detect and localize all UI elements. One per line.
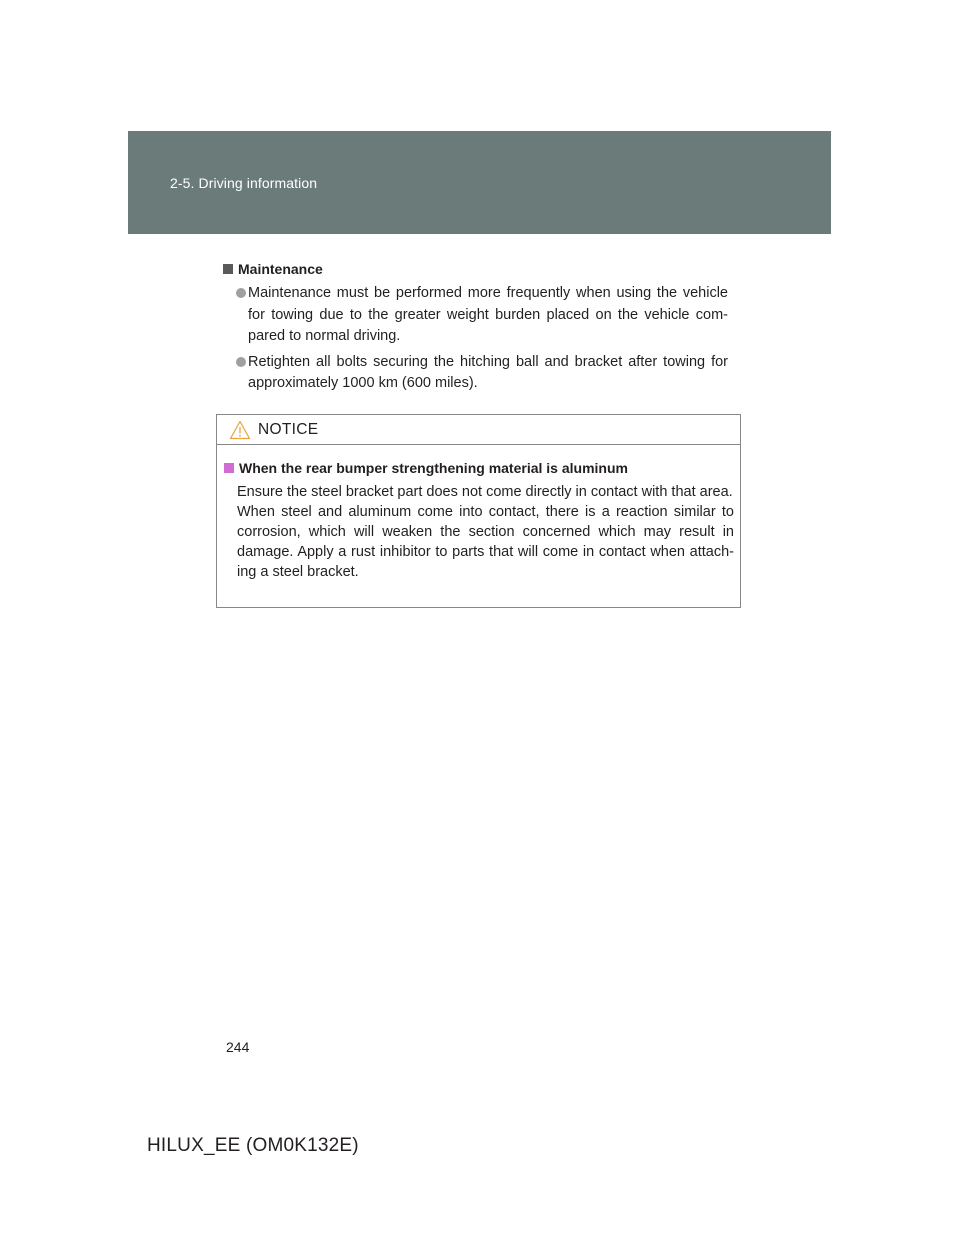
notice-title: NOTICE (258, 421, 319, 438)
maintenance-section (222, 258, 742, 399)
notice-paragraph: Ensure the steel bracket part does not come directly in contact with that area. (237, 484, 733, 500)
model-code: HILUX_EE (OM0K132E) (147, 1135, 359, 1156)
notice-text (223, 482, 740, 582)
square-bullet-icon (224, 463, 234, 473)
notice-box (216, 414, 741, 608)
maintenance-bullet-list (222, 283, 742, 395)
round-bullet-icon (236, 357, 246, 367)
notice-heading (223, 458, 740, 478)
round-bullet-icon (236, 288, 246, 298)
notice-body (217, 445, 740, 582)
warning-triangle-icon (229, 420, 251, 440)
list-item (222, 352, 728, 395)
section-title: 2-5. Driving information (170, 175, 318, 191)
notice-heading-text: When the rear bumper strengthening material is aluminum (239, 460, 628, 476)
list-item-text: Retighten all bolts securing the hitching ball and bracket after towing for approximately 1000 km (600 miles). (248, 353, 728, 391)
notice-header (217, 415, 740, 445)
notice-paragraph: When steel and aluminum come into contact, there is a reaction similar to corrosion, which will weaken the section concerned which may result in damage. Apply a rust inhibitor to parts that will come in contact when attach-ing a steel bracket. (237, 504, 734, 580)
header-band (128, 131, 831, 234)
square-bullet-icon (223, 264, 233, 274)
list-item (222, 283, 728, 348)
maintenance-heading (222, 258, 742, 280)
maintenance-heading-text: Maintenance (238, 261, 323, 277)
page-number: 244 (226, 1039, 250, 1055)
list-item-text: Maintenance must be performed more frequently when using the vehicle for towing due to the greater weight burden placed on the vehicle com-pared to normal driving. (248, 285, 728, 344)
